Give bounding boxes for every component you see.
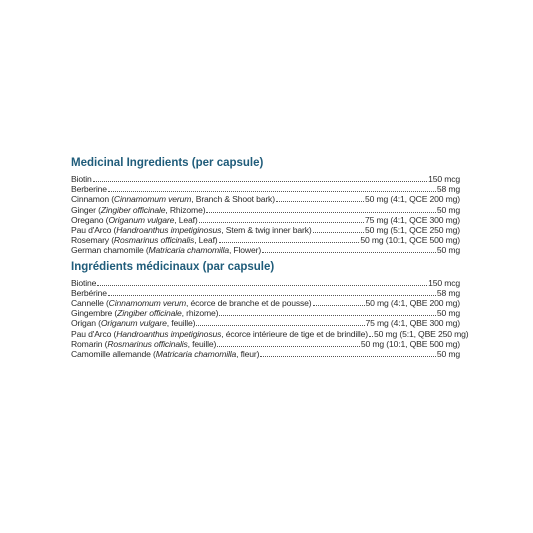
- dot-leader: [262, 252, 436, 253]
- ingredient-common-name: Origan (: [71, 318, 101, 329]
- ingredient-part: , Rhizome): [165, 204, 206, 215]
- ingredient-amount: 150 mcg: [428, 174, 460, 184]
- ingredient-amount: 50 mg (10:1, QCE 500 mg): [360, 235, 460, 246]
- dot-leader: [313, 232, 364, 233]
- dot-leader: [196, 325, 364, 326]
- ingredient-part: , écorce de branche et de pousse): [186, 298, 312, 309]
- dot-leader: [313, 305, 365, 306]
- ingredient-amount: 58 mg: [436, 287, 460, 298]
- ingredient-name: [71, 215, 198, 225]
- ingredient-name: [71, 184, 107, 194]
- ingredient-latin-name: Origanum vulgare: [100, 318, 167, 329]
- ingredient-common-name: Berberine: [71, 184, 107, 195]
- ingredient-common-name: Gingembre (: [71, 308, 118, 319]
- ingredient-name: [71, 174, 92, 184]
- ingredient-common-name: Rosemary (: [71, 235, 114, 246]
- section-title: Ingrédients médicinaux (par capsule): [71, 260, 275, 273]
- ingredient-name: [71, 194, 275, 204]
- ingredient-amount: 58 mg: [436, 184, 460, 195]
- ingredient-part: , feuille): [166, 318, 196, 329]
- ingredient-latin-name: Cinnamomum verum: [108, 298, 187, 309]
- ingredient-amount: 50 mg: [436, 245, 460, 256]
- ingredient-common-name: Pau d'Arco (: [71, 225, 117, 236]
- ingredient-common-name: Ginger (: [71, 204, 101, 215]
- ingredient-row: [71, 328, 469, 339]
- ingredient-part: , Branch & Shoot bark): [191, 194, 275, 205]
- dot-leader: [93, 181, 427, 182]
- ingredient-row: [71, 308, 460, 318]
- ingredient-common-name: Pau d'Arco (: [71, 328, 117, 339]
- section-title: Medicinal Ingredients (per capsule): [71, 157, 264, 169]
- ingredient-amount: 50 mg: [436, 349, 460, 360]
- ingredient-row: [71, 225, 460, 235]
- ingredient-amount: 50 mg (4:1, QCE 200 mg): [365, 194, 460, 205]
- dot-leader: [276, 201, 364, 202]
- dot-leader: [219, 242, 360, 243]
- ingredient-common-name: Oregano (: [71, 214, 109, 225]
- dot-leader: [260, 356, 436, 357]
- ingredient-part: , Stem & twig inner bark): [221, 225, 312, 236]
- ingredient-latin-name: Matricaria chamomilla: [155, 349, 237, 360]
- ingredient-row: [71, 174, 460, 184]
- ingredient-row: [71, 215, 460, 225]
- dot-leader: [206, 212, 435, 213]
- ingredient-list: [71, 277, 469, 360]
- ingredient-latin-name: Rosmarinus officinalis: [113, 235, 195, 246]
- ingredient-name: [71, 329, 368, 339]
- ingredient-latin-name: Zingiber officinale: [100, 204, 166, 215]
- dot-leader: [199, 222, 364, 223]
- ingredient-part: , rhizome): [181, 308, 219, 319]
- ingredient-name: [71, 318, 195, 328]
- ingredient-latin-name: Matricaria chamomilla: [148, 245, 229, 256]
- ingredient-amount: 50 mg (10:1, QBE 500 mg): [360, 338, 460, 349]
- ingredient-part: , feuille): [187, 338, 217, 349]
- ingredient-name: [71, 308, 218, 318]
- ingredient-row: [71, 245, 460, 255]
- ingredient-row: [71, 194, 460, 204]
- dot-leader: [108, 191, 436, 192]
- ingredient-name: [71, 349, 259, 359]
- ingredient-amount: 75 mg (4:1, QCE 300 mg): [365, 214, 460, 225]
- dot-leader: [97, 285, 427, 286]
- ingredient-name: [71, 278, 96, 288]
- ingredient-amount: 50 mg (5:1, QBE 250 mg): [374, 328, 469, 339]
- ingredient-common-name: Biotin: [71, 174, 92, 184]
- ingredient-common-name: Cannelle (: [71, 298, 109, 309]
- ingredient-part: , fleur): [236, 349, 260, 360]
- ingredient-amount: 50 mg: [436, 308, 460, 319]
- ingredient-part: , Leaf): [174, 214, 198, 225]
- dot-leader: [369, 336, 373, 337]
- ingredient-part: , écorce intérieure de tige et de brindille): [221, 328, 368, 339]
- ingredient-row: [71, 298, 460, 308]
- ingredient-amount: 50 mg (5:1, QCE 250 mg): [365, 225, 460, 236]
- ingredient-common-name: Camomille allemande (: [71, 349, 156, 360]
- ingredient-name: [71, 298, 312, 308]
- ingredient-name: [71, 235, 218, 245]
- ingredient-latin-name: Handroanthus impetiginosus: [116, 225, 222, 236]
- ingredient-latin-name: Cinnamomum verum: [113, 194, 192, 205]
- ingredient-common-name: Cinnamon (: [71, 194, 114, 205]
- ingredients-panel: [71, 156, 469, 360]
- ingredient-list: [71, 174, 460, 256]
- ingredient-amount: 50 mg: [436, 204, 460, 215]
- ingredient-amount: 150 mcg: [428, 277, 460, 288]
- ingredient-common-name: Biotine: [71, 277, 97, 288]
- ingredient-part: , Leaf): [194, 235, 218, 246]
- ingredient-latin-name: Origanum vulgare: [108, 214, 175, 225]
- ingredient-row: [71, 339, 460, 349]
- ingredient-latin-name: Zingiber officinale: [117, 308, 182, 319]
- ingredient-row: [71, 288, 460, 298]
- ingredient-amount: 50 mg (4:1, QBE 200 mg): [365, 298, 460, 309]
- ingredient-name: [71, 245, 261, 255]
- ingredient-row: [71, 349, 460, 359]
- ingredient-common-name: Berbérine: [71, 287, 107, 298]
- ingredient-name: [71, 225, 312, 235]
- ingredient-row: [71, 318, 460, 328]
- french-section: [71, 260, 469, 360]
- ingredient-part: , Flower): [228, 245, 262, 256]
- ingredient-name: [71, 288, 107, 298]
- ingredient-amount: 75 mg (4:1, QBE 300 mg): [365, 318, 460, 329]
- ingredient-name: [71, 205, 205, 215]
- ingredient-common-name: German chamomile (: [71, 245, 149, 256]
- ingredient-row: [71, 184, 460, 194]
- ingredient-latin-name: Rosmarinus officinalis: [107, 338, 188, 349]
- ingredient-latin-name: Handroanthus impetiginosus: [116, 328, 222, 339]
- ingredient-row: [71, 278, 460, 288]
- english-section: [71, 156, 460, 256]
- dot-leader: [219, 315, 436, 316]
- ingredient-name: [71, 339, 216, 349]
- ingredient-row: [71, 205, 460, 215]
- dot-leader: [108, 295, 436, 296]
- dot-leader: [217, 346, 360, 347]
- ingredient-row: [71, 235, 460, 245]
- ingredient-common-name: Romarin (: [71, 338, 108, 349]
